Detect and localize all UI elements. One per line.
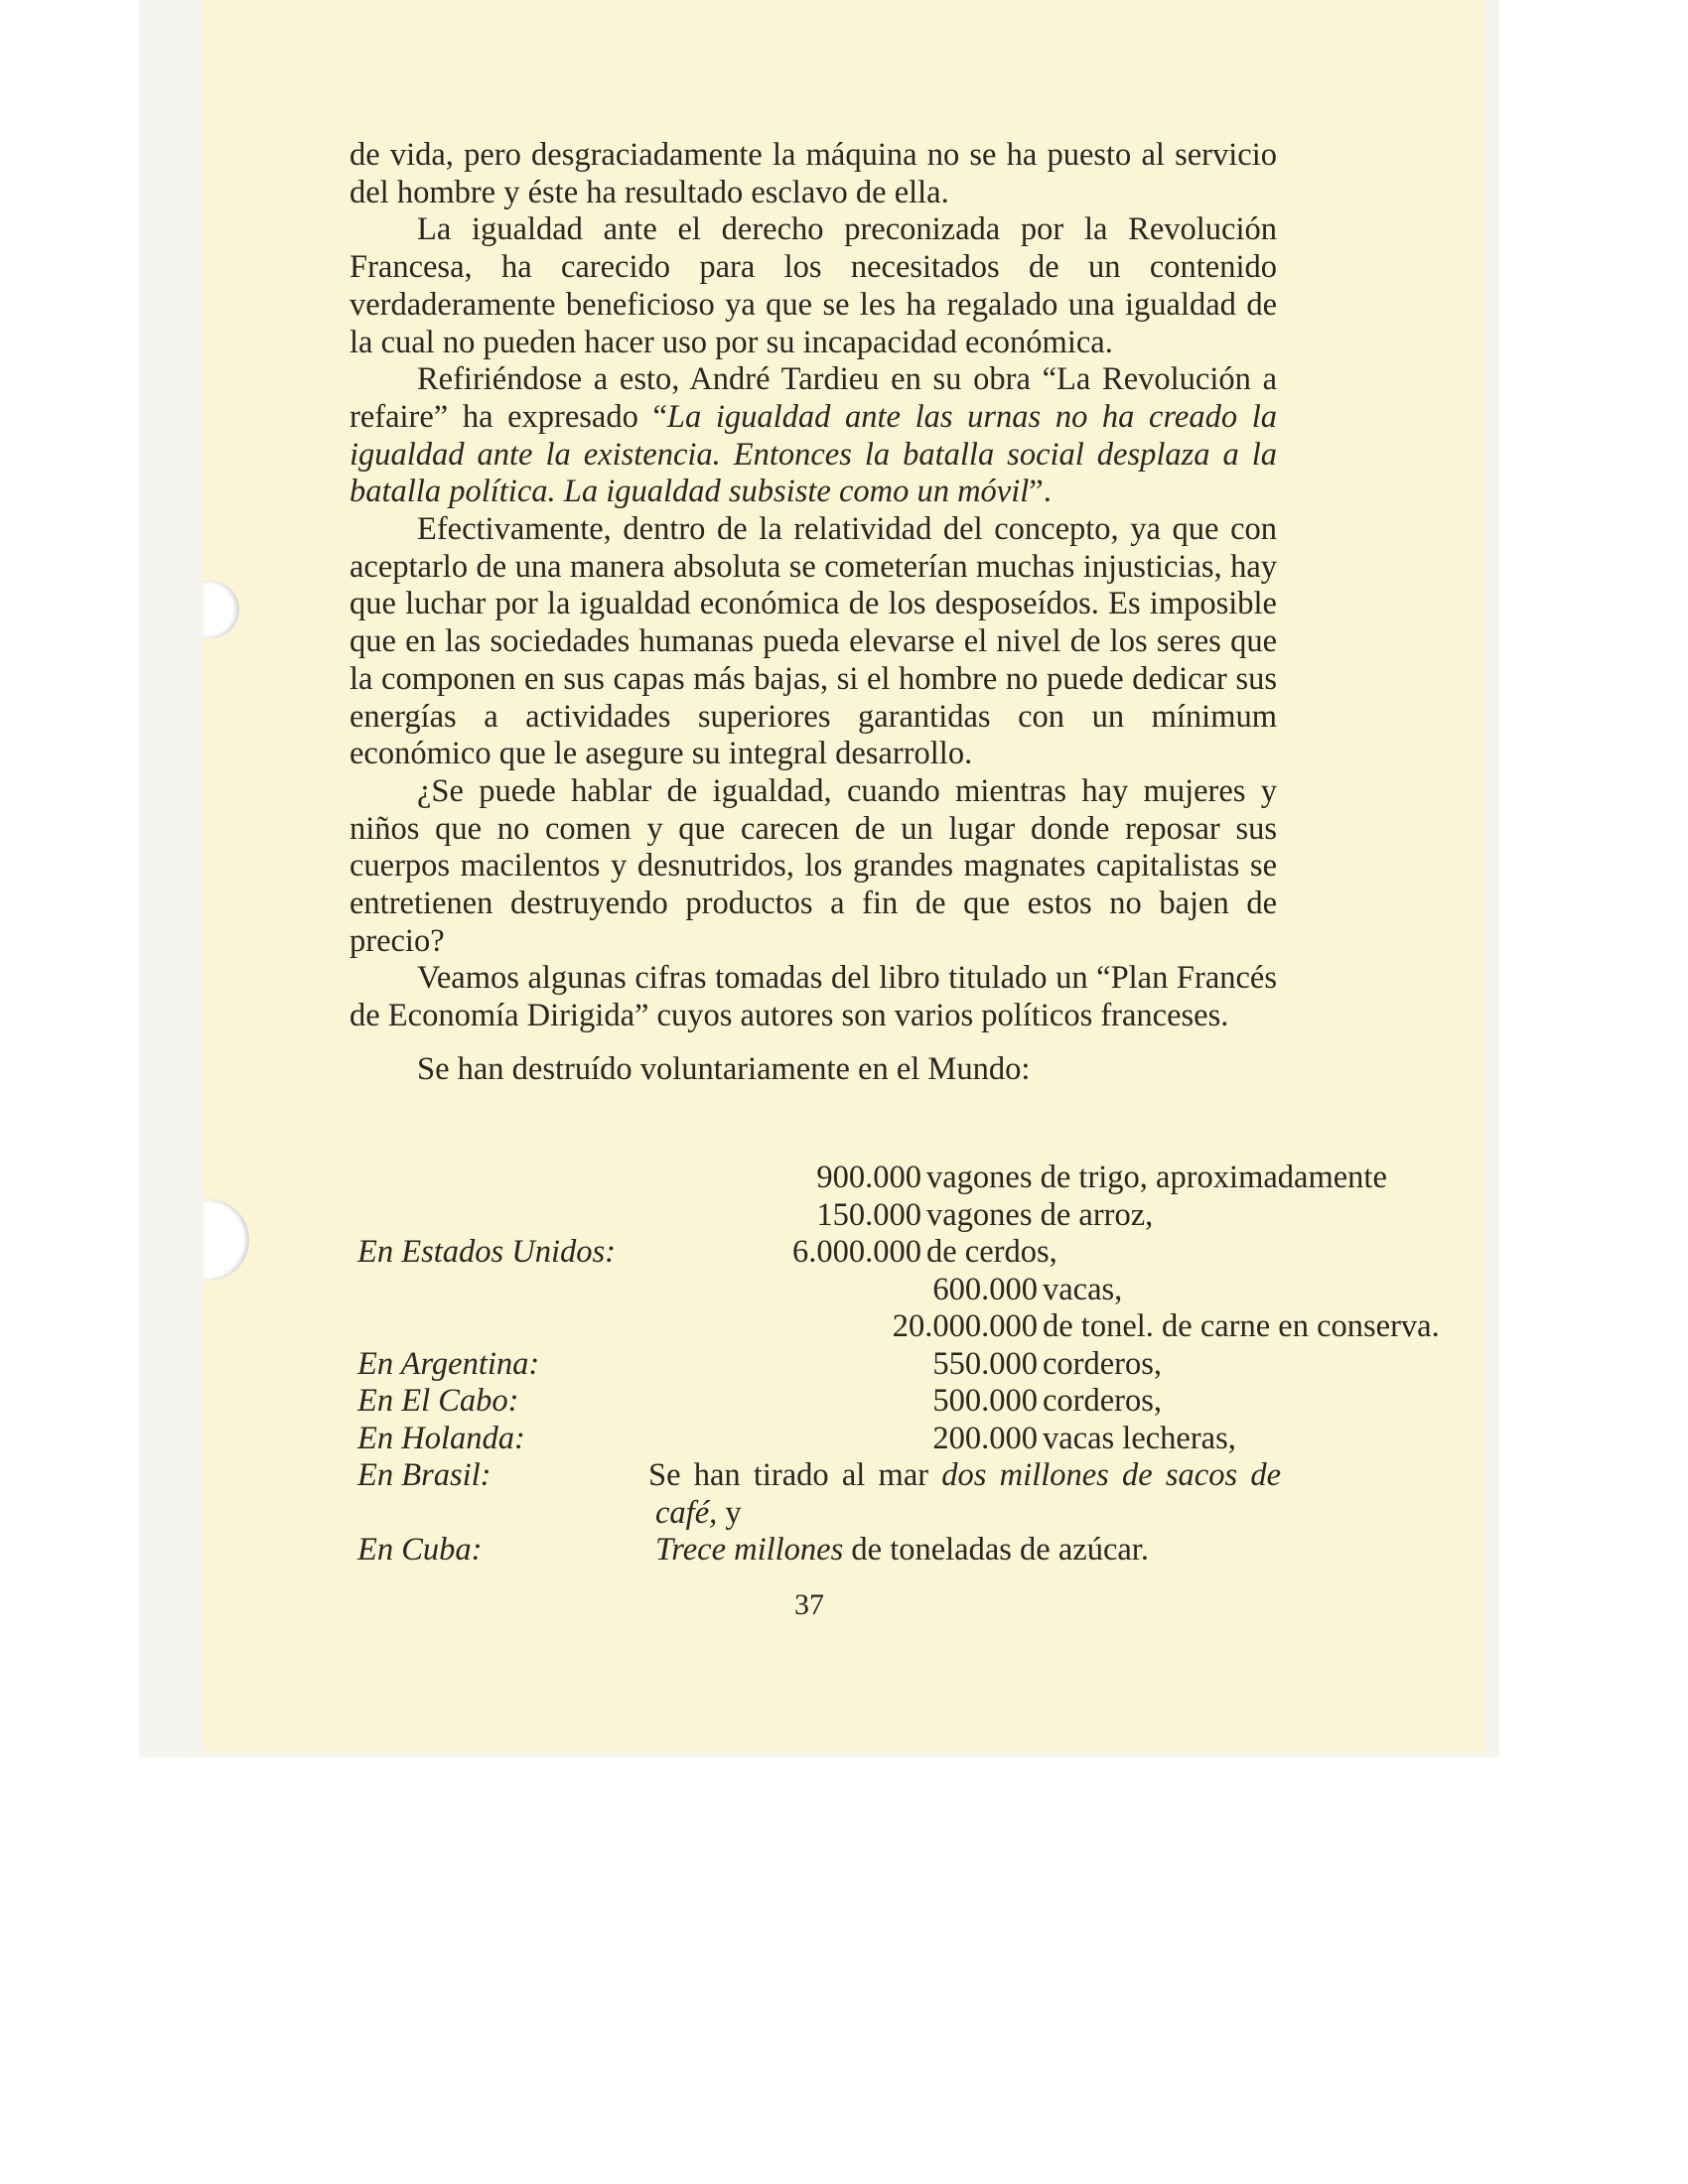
body-text	[350, 137, 1277, 1089]
figure-value: 200.000	[932, 1420, 1038, 1456]
paragraph	[350, 137, 1277, 211]
paragraph-text: ”.	[1029, 474, 1052, 510]
country-label: En Brasil:	[357, 1457, 492, 1493]
figure-text: de toneladas de azúcar.	[843, 1532, 1149, 1568]
figure-emphasis: café,	[655, 1494, 718, 1531]
paragraph-text: de vida, pero desgraciadamente la máquina no se ha puesto al servicio del hombre y éste ha resultado esclavo de ella.	[350, 137, 1277, 210]
paragraph-text: Veamos algunas cifras tomadas del libro titulado un “Plan Francés de Economía Dirigida” cuyos autores son varios políticos franceses.	[350, 960, 1277, 1034]
paragraph	[350, 361, 1277, 511]
figure-description: de tonel. de carne en conserva.	[1043, 1308, 1440, 1344]
figure-description	[655, 1495, 742, 1533]
country-label: En Estados Unidos:	[357, 1234, 616, 1270]
country-label: En El Cabo:	[357, 1383, 519, 1419]
figure-description: de cerdos,	[926, 1234, 1057, 1270]
figure-description: corderos,	[1043, 1345, 1163, 1382]
figure-value: 600.000	[932, 1271, 1038, 1307]
figure-description: vagones de trigo, aproximadamente	[926, 1160, 1387, 1195]
figure-value: 900.000	[816, 1160, 921, 1195]
quote-emphasis: La igualdad ante las urnas no ha creado la igualdad ante la existencia. Entonces la batalla social desplaza a la batalla política. La igualdad subsiste como un móvil	[350, 398, 1277, 510]
figure-value: 150.000	[816, 1196, 921, 1233]
country-label: En Holanda:	[357, 1420, 525, 1456]
figure-value: 20.000.000	[892, 1308, 1038, 1344]
table-row	[357, 1421, 1281, 1458]
table-row	[357, 1495, 1281, 1533]
country-label: En Cuba:	[357, 1532, 483, 1568]
paragraph-text: Se han destruído voluntariamente en el Mundo:	[417, 1050, 1031, 1087]
paragraph	[350, 773, 1277, 961]
paragraph	[350, 511, 1277, 773]
figure-emphasis: dos millones de sacos de	[941, 1457, 1282, 1493]
figure-text: y	[717, 1494, 742, 1531]
table-row	[357, 1160, 1387, 1197]
destruction-figures-table	[357, 1160, 1440, 1570]
figure-description	[655, 1532, 1149, 1570]
paragraph	[350, 1051, 1277, 1089]
table-row	[357, 1346, 1281, 1384]
figure-description	[648, 1457, 1281, 1495]
country-label: En Argentina:	[357, 1345, 540, 1382]
figure-description: vagones de arroz,	[926, 1196, 1154, 1233]
figure-value: 6.000.000	[792, 1234, 921, 1270]
figure-emphasis: Trece millones	[655, 1532, 844, 1568]
table-row	[357, 1457, 1281, 1495]
figure-text: Se han tirado al mar	[648, 1457, 942, 1493]
table-row	[357, 1532, 1281, 1570]
figure-description: corderos,	[1043, 1383, 1163, 1419]
paragraph-text: Efectivamente, dentro de la relatividad del concepto, ya que con aceptarlo de una manera absoluta se cometerían muchas injusticias, hay que luchar por la igualdad económica de los desposeídos. Es imposible que en las sociedades humanas pueda elevarse el nivel de los seres que la componen en sus capas más bajas, si el hombre no puede dedicar sus energías a actividades superiores garantidas con un mínimum económico que le asegure su integral desarrollo.	[350, 511, 1277, 772]
paragraph-text: ¿Se puede hablar de igualdad, cuando mientras hay mujeres y niños que no comen y que carecen de un lugar donde reposar sus cuerpos macilentos y desnutridos, los grandes magnates capitalistas se entretienen destruyendo productos a fin de que estos no bajen de precio?	[350, 772, 1277, 959]
table-row	[357, 1234, 1281, 1272]
paragraph	[350, 960, 1277, 1034]
figure-value: 500.000	[932, 1383, 1038, 1419]
paragraph-text: La igualdad ante el derecho preconizada por la Revolución Francesa, ha carecido para los necesitados de un contenido verdaderamente beneficioso ya que se les ha regalado una igualdad de la cual no pueden hacer uso por su incapacidad económica.	[350, 211, 1277, 360]
table-row	[357, 1308, 1440, 1346]
paragraph-text: Refiriéndose a esto, André Tardieu en su obra “La Revolución a refaire” ha expresado “	[350, 361, 1277, 435]
page-number: 37	[794, 1588, 824, 1621]
figure-description: vacas,	[1043, 1271, 1123, 1307]
table-row	[357, 1197, 1281, 1235]
paragraph	[350, 211, 1277, 361]
table-row	[357, 1383, 1281, 1421]
table-row	[357, 1272, 1281, 1309]
figure-value: 550.000	[932, 1345, 1038, 1382]
figure-description: vacas lecheras,	[1043, 1420, 1236, 1456]
